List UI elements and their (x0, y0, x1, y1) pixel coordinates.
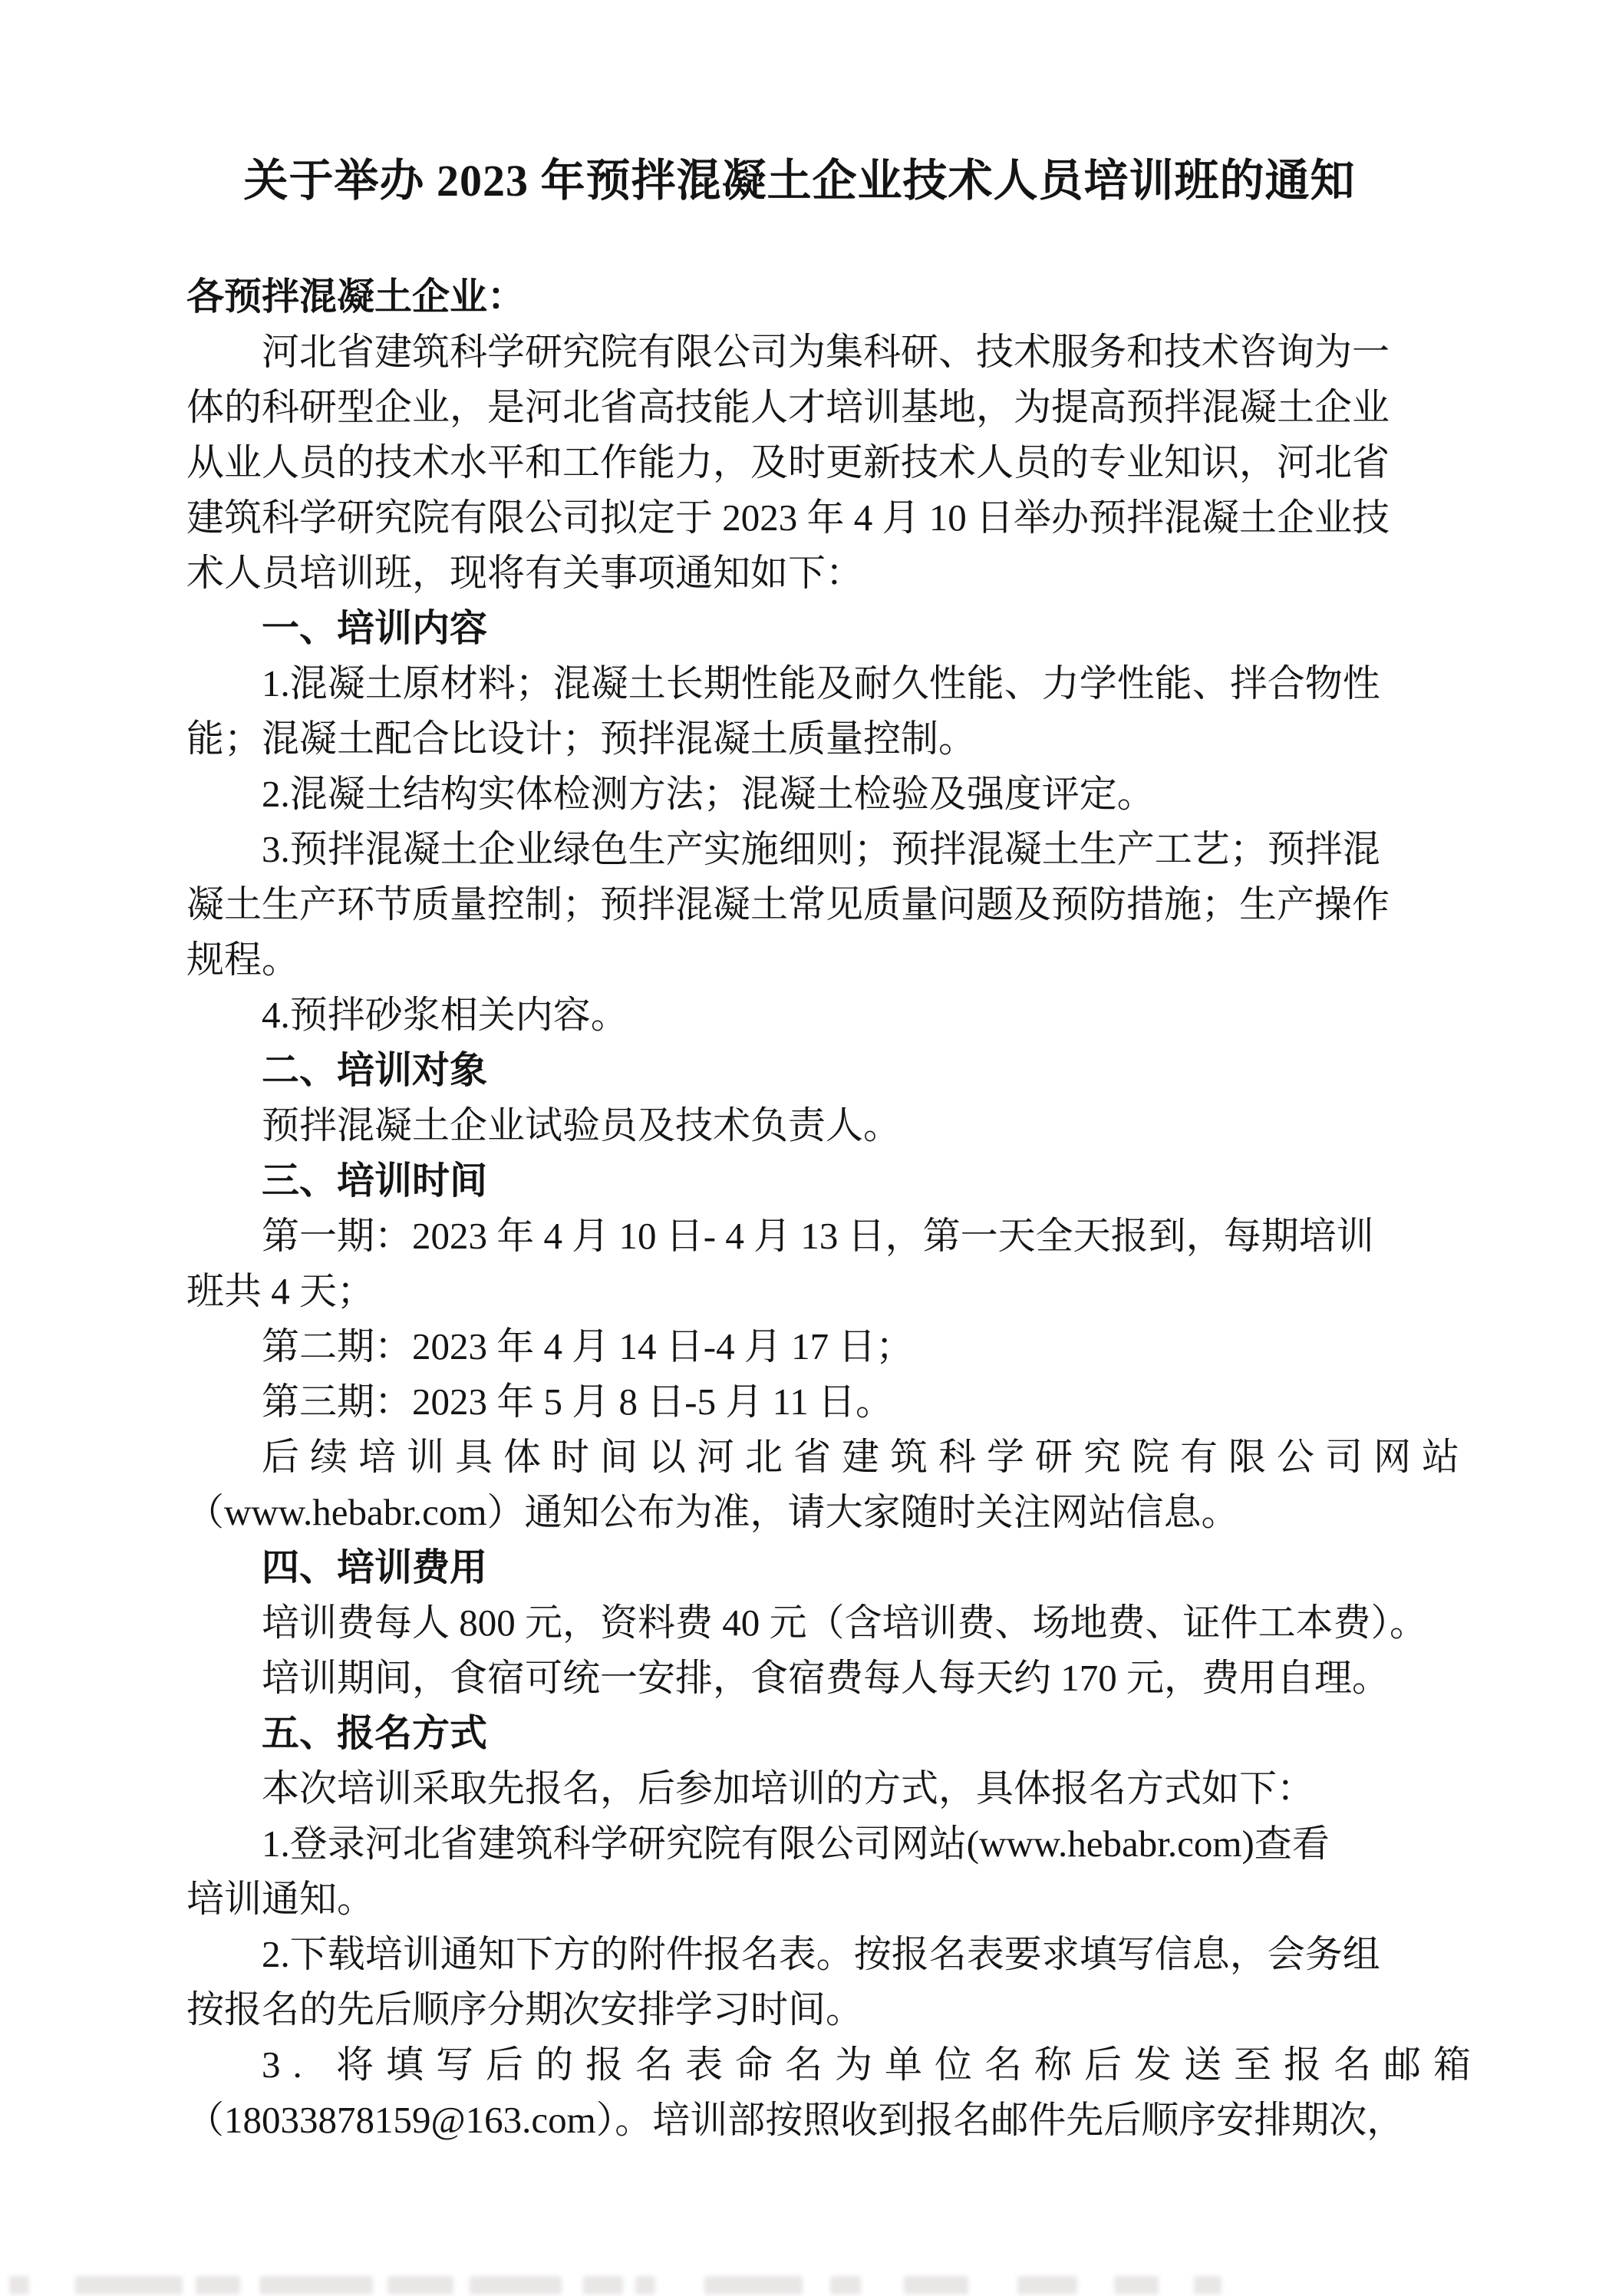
text-line: 培训通知。 (186, 1878, 375, 1920)
text-line: 五、报名方式 (262, 1712, 488, 1754)
text-line: 河北省建筑科学研究院有限公司为集科研、技术服务和技术咨询为一 (262, 331, 1390, 373)
scan-artifact-mark (704, 2276, 803, 2294)
text-line: 培训费每人 800 元，资料费 40 元（含培训费、场地费、证件工本费）。 (262, 1602, 1428, 1644)
text-line: 3.预拌混凝土企业绿色生产实施细则；预拌混凝土生产工艺；预拌混 (262, 828, 1380, 870)
text-line: 本次培训采取先报名，后参加培训的方式，具体报名方式如下： (262, 1767, 1315, 1809)
scan-artifact-mark (259, 2276, 373, 2294)
text-line: （18033878159@163.com）。培训部按照收到报名邮件先后顺序安排期次， (186, 2099, 1405, 2141)
text-line: 2.下载培训通知下方的附件报名表。按报名表要求填写信息，会务组 (262, 1933, 1380, 1975)
text-line: 第三期：2023 年 5 月 8 日-5 月 11 日。 (262, 1381, 893, 1423)
text-line: （www.hebabr.com）通知公布为准，请大家随时关注网站信息。 (186, 1491, 1239, 1533)
scan-artifact-mark (904, 2276, 968, 2294)
scan-artifact-mark (830, 2276, 861, 2294)
text-line: 建筑科学研究院有限公司拟定于 2023 年 4 月 10 日举办预拌混凝土企业技 (186, 496, 1390, 539)
text-line: 二、培训对象 (262, 1049, 488, 1091)
text-line: 班共 4 天； (186, 1270, 375, 1312)
scan-artifact-mark (470, 2276, 562, 2294)
text-line: 凝土生产环节质量控制；预拌混凝土常见质量问题及预防措施；生产操作 (186, 883, 1390, 925)
text-line: 2.混凝土结构实体检测方法；混凝土检验及强度评定。 (262, 773, 1155, 815)
text-line: 培训期间，食宿可统一安排，食宿费每人每天约 170 元，费用自理。 (262, 1657, 1390, 1699)
text-line: 一、培训内容 (262, 607, 488, 649)
text-line: 四、培训费用 (262, 1546, 488, 1588)
scan-artifact-mark (1194, 2276, 1222, 2294)
scan-artifact-mark (635, 2276, 655, 2294)
text-line: 体的科研型企业，是河北省高技能人才培训基地，为提高预拌混凝土企业 (186, 386, 1390, 428)
text-line: 三、培训时间 (262, 1160, 488, 1202)
text-line: 第一期：2023 年 4 月 10 日- 4 月 13 日，第一天全天报到，每期培训 (262, 1215, 1374, 1257)
text-line: 规程。 (186, 939, 300, 981)
scan-artifact-mark (9, 2276, 29, 2294)
text-line: 各预拌混凝土企业： (186, 275, 526, 318)
text-line: 按报名的先后顺序分期次安排学习时间。 (186, 1988, 864, 2030)
scan-artifact-bottom (0, 2262, 1599, 2296)
text-line: 能；混凝土配合比设计；预拌混凝土质量控制。 (186, 718, 977, 760)
scan-artifact-mark (387, 2276, 453, 2294)
text-line: 1.混凝土原材料；混凝土长期性能及耐久性能、力学性能、拌合物性 (262, 662, 1380, 704)
text-line: 3. 将填写后的报名表命名为单位名称后发送至报名邮箱 (262, 2044, 1484, 2086)
text-line: 从业人员的技术水平和工作能力，及时更新技术人员的专业知识，河北省 (186, 441, 1390, 483)
text-line: 预拌混凝土企业试验员及技术负责人。 (262, 1104, 902, 1146)
scan-artifact-mark (583, 2276, 623, 2294)
text-line: 4.预拌砂浆相关内容。 (262, 994, 628, 1036)
scan-artifact-mark (75, 2276, 183, 2294)
scan-artifact-mark (1114, 2276, 1159, 2294)
scan-artifact-mark (196, 2276, 240, 2294)
text-line: 1.登录河北省建筑科学研究院有限公司网站(www.hebabr.com)查看 (262, 1823, 1330, 1865)
scan-artifact-mark (1017, 2276, 1077, 2294)
text-line: 术人员培训班，现将有关事项通知如下： (186, 552, 864, 594)
document-body (186, 269, 1484, 2148)
text-line: 后续培训具体时间以河北省建筑科学研究院有限公司网站 (262, 1436, 1471, 1478)
document-title: 关于举办 2023 年预拌混凝土企业技术人员培训班的通知 (243, 156, 1356, 206)
text-line: 第二期：2023 年 4 月 14 日-4 月 17 日； (262, 1325, 914, 1367)
